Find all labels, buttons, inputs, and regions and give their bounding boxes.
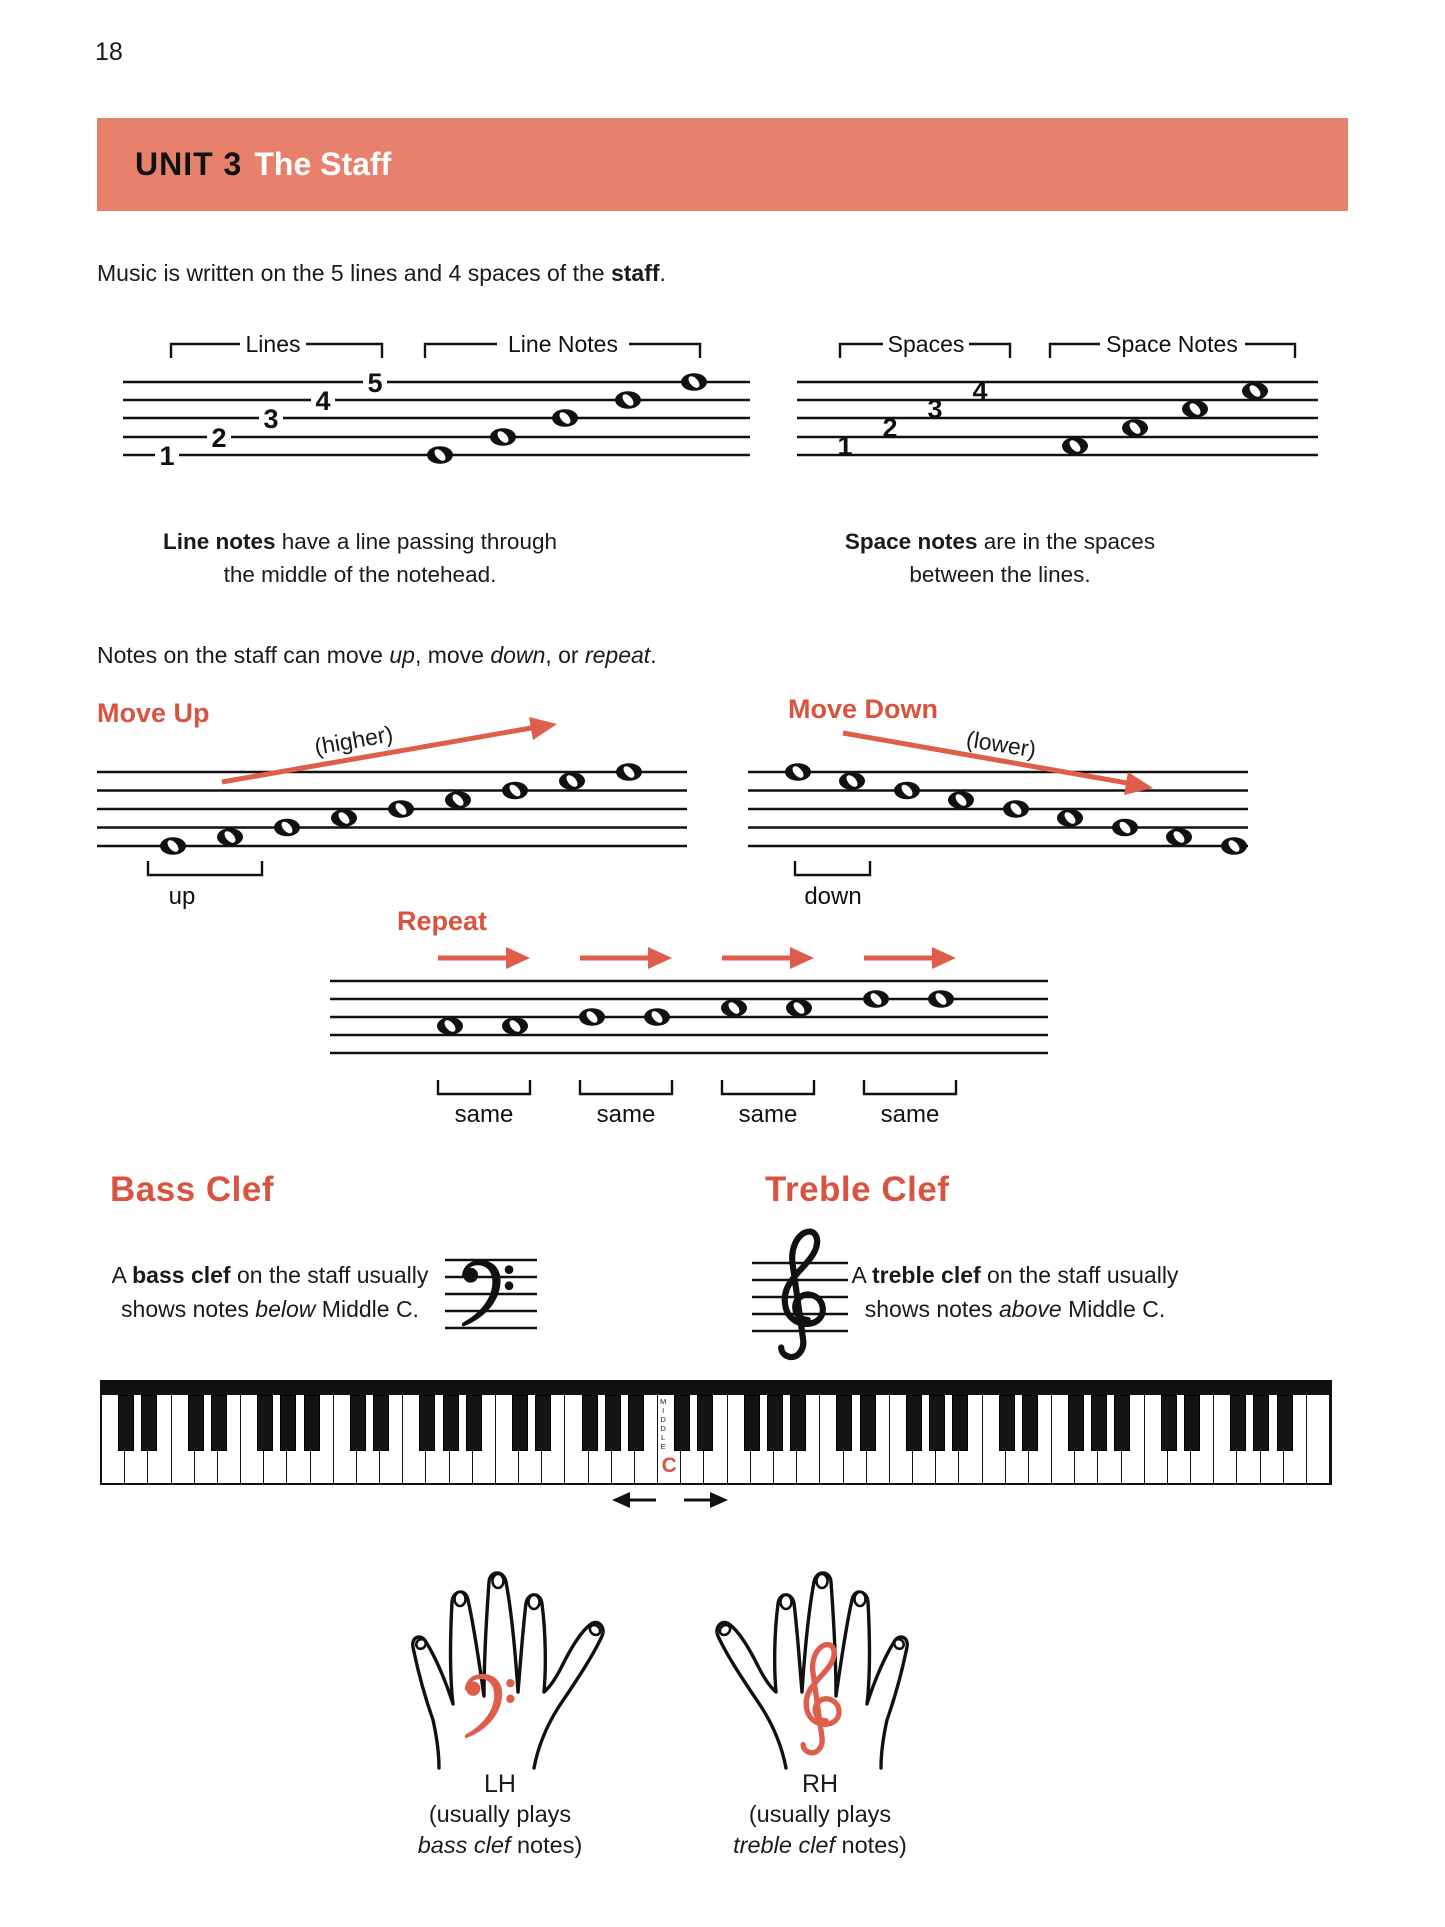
black-key (141, 1395, 157, 1451)
same-label: same (880, 1101, 940, 1128)
rh-text: RH (801, 1770, 839, 1798)
bass-clef-staff (445, 1254, 540, 1336)
intro-bold: staff (610, 260, 660, 286)
black-key (1161, 1395, 1177, 1451)
svg-text:2: 2 (882, 413, 898, 443)
line-notes-label: Line Notes (508, 331, 618, 357)
up-label: up (168, 883, 196, 910)
lower-label: (lower) (964, 725, 1038, 763)
same-label: same (596, 1101, 656, 1128)
svg-text:3: 3 (263, 404, 279, 434)
black-key (512, 1395, 528, 1451)
arrow-right-icon (710, 1492, 728, 1508)
middle-c-arrows (608, 1489, 732, 1511)
repeat-notes (437, 990, 954, 1035)
unit-title: The Staff (254, 146, 392, 182)
lines-spaces-diagram (97, 318, 1348, 483)
black-key (1277, 1395, 1293, 1451)
left-hand-illustration (352, 1542, 642, 1770)
intro-paragraph: Music is written on the 5 lines and 4 spaces of the staff. (97, 260, 666, 286)
space-notes-label: Space Notes (1106, 331, 1238, 357)
black-key (582, 1395, 598, 1451)
line-notes-bracket (425, 331, 700, 358)
black-key (999, 1395, 1015, 1451)
bass-clef-heading: Bass Clef (110, 1170, 275, 1209)
repeat-arrows (438, 947, 956, 969)
black-key (466, 1395, 482, 1451)
right-hand-illustration (678, 1542, 968, 1770)
lh-text: LH (484, 1770, 516, 1798)
repeat-diagram (330, 940, 1050, 1130)
move-down-diagram (748, 715, 1308, 920)
higher-label: (higher) (312, 720, 395, 760)
lines-bracket (171, 331, 382, 358)
intro-text: Music is written on the 5 lines and 4 spaces of the (97, 260, 611, 286)
same-label: same (738, 1101, 798, 1128)
black-key (1022, 1395, 1038, 1451)
unit-banner (97, 118, 1348, 211)
white-key (1307, 1395, 1330, 1483)
spaces-bracket (840, 331, 1010, 358)
left-hand-label: LH (usually plays bass clef notes) (350, 1770, 650, 1861)
move-down-heading: Move Down (788, 694, 939, 724)
black-key (443, 1395, 459, 1451)
black-key (118, 1395, 134, 1451)
unit-label: UNIT 3 (135, 146, 243, 182)
black-key (257, 1395, 273, 1451)
black-key (350, 1395, 366, 1451)
black-key (906, 1395, 922, 1451)
black-key (1068, 1395, 1084, 1451)
black-key (860, 1395, 876, 1451)
space-notes-caption: Space notes are in the spaces between the lines. (844, 529, 1156, 587)
line-notes-caption: Line notes have a line passing through the middle of the notehead. (163, 529, 557, 587)
black-key (535, 1395, 551, 1451)
black-key (929, 1395, 945, 1451)
down-label: down (804, 883, 862, 910)
svg-text:1: 1 (159, 441, 175, 471)
spaces-staff (797, 331, 1318, 461)
treble-clef-icon (781, 1232, 823, 1357)
black-key (211, 1395, 227, 1451)
movement-paragraph: Notes on the staff can move up, move down, or repeat. (97, 642, 657, 668)
spaces-label: Spaces (887, 331, 965, 357)
black-key (280, 1395, 296, 1451)
svg-text:3: 3 (927, 394, 943, 424)
black-key (697, 1395, 713, 1451)
page-number: 18 (95, 38, 123, 66)
black-key (836, 1395, 852, 1451)
black-key (1091, 1395, 1107, 1451)
piano-keyboard (100, 1393, 1332, 1485)
arrow-left-icon (612, 1492, 630, 1508)
black-key (790, 1395, 806, 1451)
svg-text:1: 1 (837, 431, 853, 461)
lines-staff (123, 331, 750, 471)
move-up-diagram (97, 715, 697, 920)
black-key (1114, 1395, 1130, 1451)
svg-text:4: 4 (315, 386, 331, 416)
treble-clef-staff (750, 1226, 850, 1368)
black-key (188, 1395, 204, 1451)
down-bracket (795, 861, 870, 910)
black-key (373, 1395, 389, 1451)
black-key (952, 1395, 968, 1451)
black-key (628, 1395, 644, 1451)
black-key (1184, 1395, 1200, 1451)
bass-clef-text: A bass clef on the staff usually shows notes below Middle C. (111, 1262, 429, 1322)
right-hand-label: RH (usually plays treble clef notes) (670, 1770, 970, 1861)
black-key (605, 1395, 621, 1451)
black-key (674, 1395, 690, 1451)
space-notes-bracket (1050, 331, 1295, 358)
black-key (1230, 1395, 1246, 1451)
treble-clef-text: A treble clef on the staff usually shows notes above Middle C. (851, 1262, 1179, 1322)
svg-text:2: 2 (211, 423, 227, 453)
svg-text:4: 4 (972, 376, 988, 406)
middle-c-letter: C (661, 1454, 677, 1477)
left-hand-outline (413, 1573, 603, 1768)
lines-label: Lines (245, 331, 301, 357)
black-key (767, 1395, 783, 1451)
keyboard-top-rail (100, 1380, 1332, 1393)
middle-c-vertical-label: MIDDLE (658, 1397, 668, 1451)
black-key (744, 1395, 760, 1451)
same-label: same (454, 1101, 514, 1128)
black-key (1253, 1395, 1269, 1451)
repeat-heading: Repeat (397, 906, 488, 936)
same-brackets (438, 1080, 956, 1128)
black-key (304, 1395, 320, 1451)
up-bracket (148, 861, 262, 910)
black-key (419, 1395, 435, 1451)
treble-clef-heading: Treble Clef (765, 1170, 950, 1209)
svg-text:5: 5 (367, 368, 383, 398)
move-up-heading: Move Up (97, 698, 210, 728)
